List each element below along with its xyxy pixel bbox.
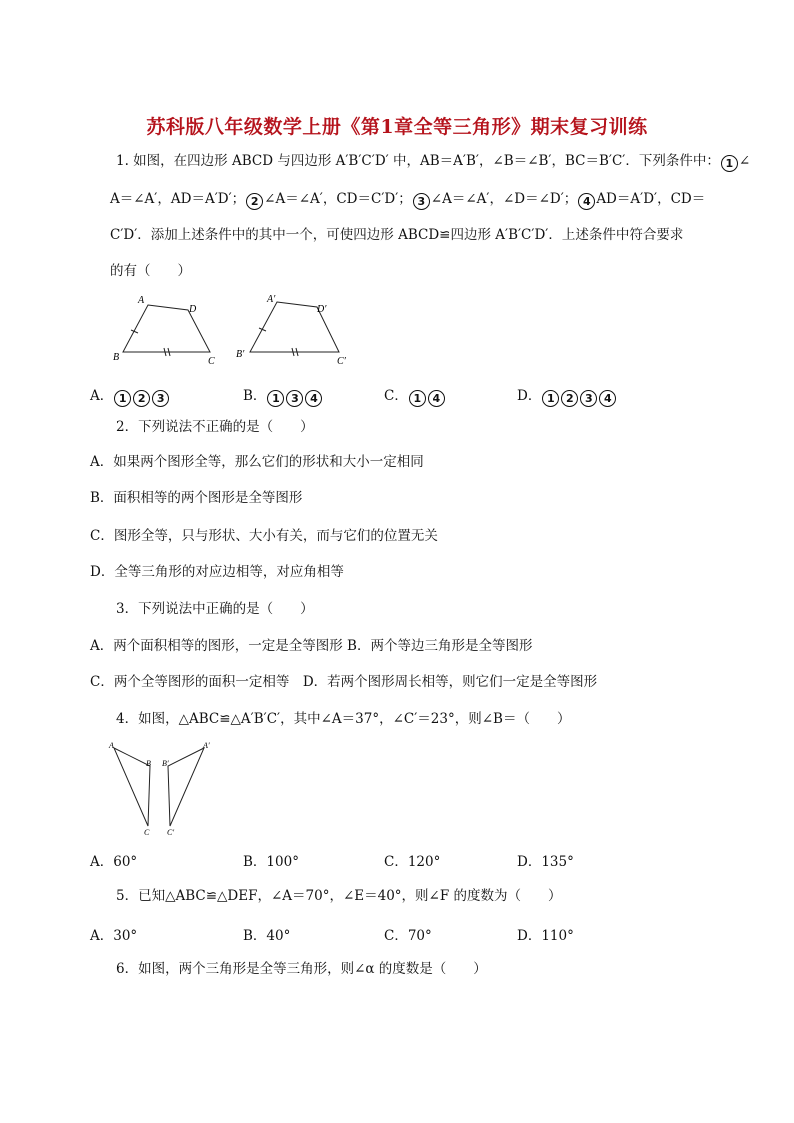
q2-option-b[interactable]: B．面积相等的两个图形是全等图形 — [90, 490, 303, 506]
q5-stem: 5．已知△ABC≌△DEF，∠A＝70°，∠E＝40°，则∠F 的度数为（ ） — [116, 888, 562, 904]
triangle-a2b2c2 — [168, 748, 204, 826]
q1-figure — [105, 290, 365, 370]
circled-number: 3 — [152, 390, 169, 407]
circled-number: 1 — [114, 390, 131, 407]
q5-option-d[interactable]: D．110° — [517, 928, 574, 944]
label-a: A — [109, 741, 114, 750]
option-letter: B． — [243, 388, 267, 404]
circled-number: 1 — [542, 390, 559, 407]
circled-number: 3 — [286, 390, 303, 407]
q4-figure — [104, 738, 224, 838]
q1-text: ∠ — [738, 153, 751, 169]
q2-option-c[interactable]: C．图形全等，只与形状、大小有关，而与它们的位置无关 — [90, 528, 438, 544]
q4-option-d[interactable]: D．135° — [517, 854, 574, 870]
q4-option-c[interactable]: C．120° — [384, 854, 441, 870]
q4-option-a[interactable]: A．60° — [90, 854, 138, 870]
circled-number: 4 — [578, 193, 595, 210]
q1-line-3: C′D′．添加上述条件中的其中一个，可使四边形 ABCD≌四边形 A′B′C′D′．上述条件中符合要求 — [110, 227, 684, 243]
q4-option-b[interactable]: B．100° — [243, 854, 299, 870]
label-b2: B′ — [236, 349, 245, 360]
label-d2: D′ — [317, 304, 327, 315]
page-title: 苏科版八年级数学上册《第1章全等三角形》期末复习训练 — [146, 116, 648, 138]
q3-stem: 3．下列说法中正确的是（ ） — [116, 601, 314, 617]
label-a2: A′ — [203, 741, 210, 750]
q2-option-a[interactable]: A．如果两个图形全等，那么它们的形状和大小一定相同 — [90, 454, 424, 470]
q5-option-c[interactable]: C．70° — [384, 928, 432, 944]
q6-stem: 6．如图，两个三角形是全等三角形，则∠α 的度数是（ ） — [116, 961, 487, 977]
circled-number: 4 — [305, 390, 322, 407]
circled-number: 3 — [413, 193, 430, 210]
label-a: A — [138, 295, 145, 306]
option-letter: C． — [384, 388, 408, 404]
q3-options-ab[interactable]: A．两个面积相等的图形，一定是全等图形 B．两个等边三角形是全等图形 — [90, 638, 533, 654]
circled-number: 3 — [580, 390, 597, 407]
q5-option-b[interactable]: B．40° — [243, 928, 291, 944]
q4-stem: 4．如图，△ABC≌△A′B′C′，其中∠A＝37°，∠C′＝23°，则∠B＝（ ） — [116, 711, 571, 727]
circled-number: 2 — [133, 390, 150, 407]
label-c: C — [208, 356, 215, 367]
label-c: C — [144, 828, 150, 837]
circled-number: 2 — [561, 390, 578, 407]
label-b: B — [113, 352, 120, 363]
q1-text: ∠A＝∠A′，∠D＝∠D′； — [430, 191, 578, 207]
q2-stem: 2．下列说法不正确的是（ ） — [116, 419, 314, 435]
q1-option-c[interactable] — [384, 384, 446, 407]
label-a2: A′ — [267, 294, 276, 305]
label-c2: C′ — [337, 356, 346, 367]
label-c2: C′ — [167, 828, 175, 837]
q1-line-1 — [116, 152, 750, 172]
q1-option-b[interactable] — [243, 384, 323, 407]
circled-number: 1 — [409, 390, 426, 407]
q1-line-4: 的有（ ） — [110, 263, 191, 279]
circled-number: 2 — [246, 193, 263, 210]
option-letter: D． — [517, 388, 542, 404]
circled-number: 4 — [428, 390, 445, 407]
q1-line-2 — [110, 190, 705, 210]
q3-options-cd[interactable]: C．两个全等图形的面积一定相等 D．若两个图形周长相等，则它们一定是全等图形 — [90, 674, 598, 690]
q1-option-d[interactable] — [517, 384, 617, 407]
q1-text: A＝∠A′，AD＝A′D′； — [110, 191, 246, 207]
circled-number: 1 — [267, 390, 284, 407]
label-b2: B′ — [162, 759, 169, 768]
option-letter: A． — [90, 388, 114, 404]
q1-text: AD＝A′D′，CD＝ — [596, 191, 706, 207]
q1-text: ∠A＝∠A′，CD＝C′D′； — [264, 191, 412, 207]
quad-abcd — [123, 305, 210, 352]
q1-option-a[interactable] — [90, 384, 170, 407]
q5-option-a[interactable]: A．30° — [90, 928, 138, 944]
circled-number: 1 — [721, 155, 738, 172]
circled-number: 4 — [599, 390, 616, 407]
label-b: B — [146, 759, 151, 768]
q1-text: 1. 如图，在四边形 ABCD 与四边形 A′B′C′D′ 中，AB＝A′B′，∠B＝∠B′，BC＝B′C′．下列条件中： — [116, 153, 720, 169]
triangle-abc — [114, 748, 150, 826]
label-d: D — [189, 304, 197, 315]
q2-option-d[interactable]: D．全等三角形的对应边相等，对应角相等 — [90, 564, 344, 580]
